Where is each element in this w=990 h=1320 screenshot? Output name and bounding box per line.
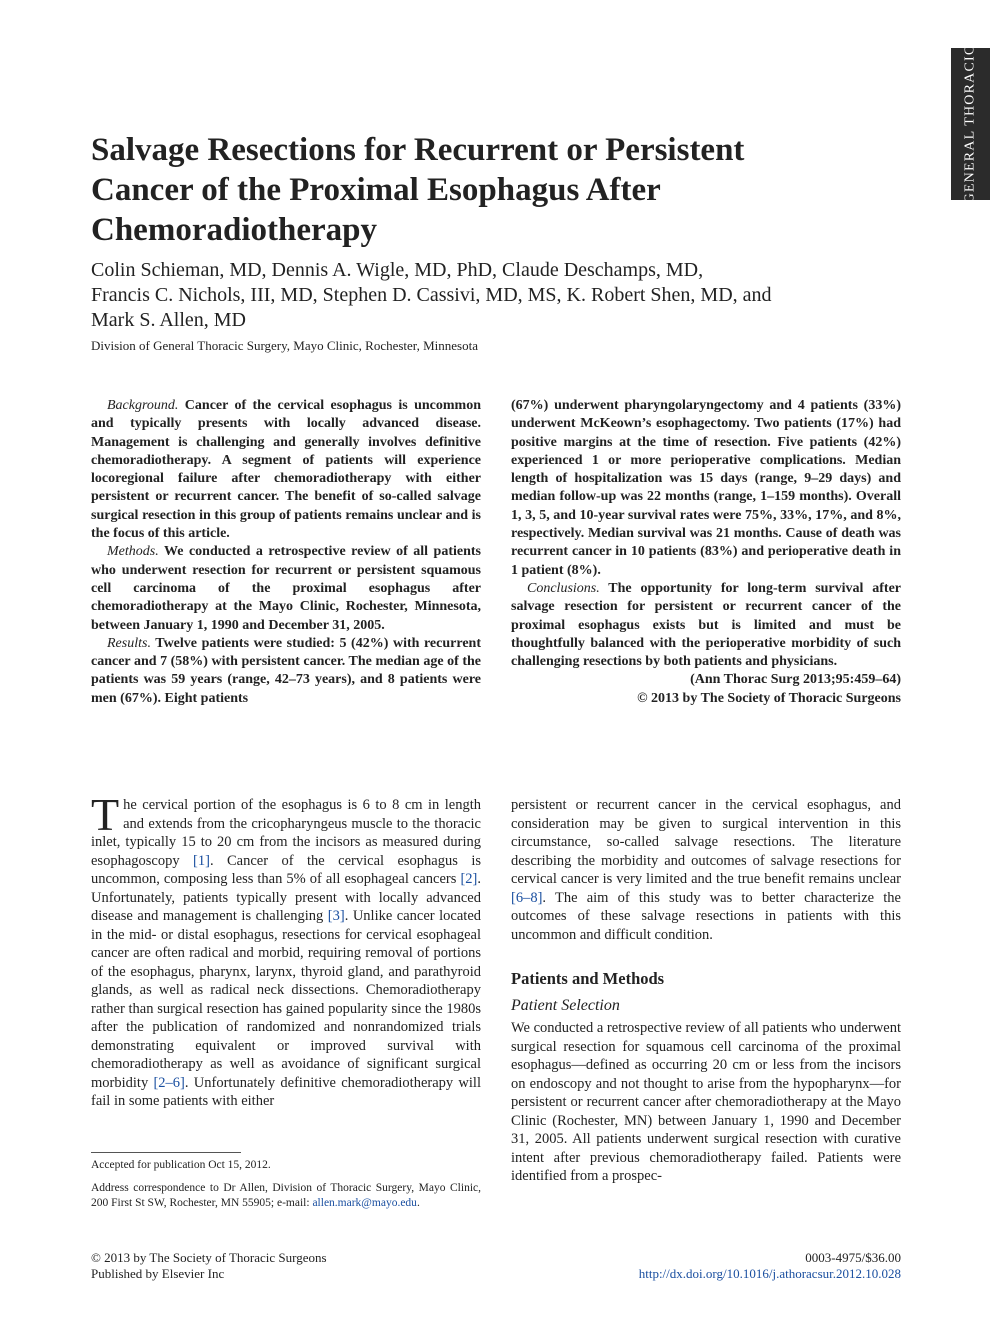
- intro-cont-text-b: . The aim of this study was to better characterize the outcomes of these salvage resections in patients with this uncommon and difficult condition.: [511, 889, 901, 943]
- drop-cap: T: [91, 789, 120, 840]
- methods-label: Methods.: [107, 544, 159, 560]
- author-list: [91, 258, 871, 333]
- section-heading: Patients and Methods: [511, 969, 665, 988]
- doi-link[interactable]: http://dx.doi.org/10.1016/j.athoracsur.2012.10.028: [638, 1266, 901, 1281]
- subsection-heading: Patient Selection: [511, 996, 620, 1014]
- intro-cont-text-a: persistent or recurrent cancer in the cervical esophagus, and consideration may be given to surgical intervention in this circumstance, so-called salvage resections. The literature describing the morbidity and outcomes of salvage resections for cervical cancer is very limited and the true benefit remains unclear: [511, 797, 901, 887]
- author-line-3: Mark S. Allen, MD: [91, 309, 246, 331]
- results-text-1: Twelve patients were studied: 5 (42%) with recurrent cancer and 7 (58%) with persistent cancer. The median age of the patients was 59 years (range, 42–73 years), and 8 patients were men (67%). Eight patients: [91, 635, 481, 706]
- ref-link-3[interactable]: [3]: [327, 908, 345, 924]
- methods-text: We conducted a retrospective review of all patients who underwent resection for recurrent or persistent squamous cell carcinoma of the proximal esophagus after chemoradiotherapy at the Mayo Clinic, Rochester, Minnesota, between January 1, 1990 and December 31, 2005.: [91, 544, 481, 633]
- email-link[interactable]: allen.mark@mayo.edu: [312, 1197, 417, 1209]
- abstract-results-cont: (67%) underwent pharyngolaryngectomy and 4 patients (33%) underwent McKeown’s esophagectomy. Two patients (17%) had positive margins at the time of resection. Five patients (42%) experienced 1 or more perioperative complications. Median length of hospitalization was 15 days (range, 9–29 days) and median follow-up was 22 months (range, 1–159 months). Overall 1, 3, 5, and 10-year survival rates were 75%, 33%, 17%, and 8%, respectively. Median survival was 21 months. Cause of death was recurrent cancer in 10 patients (83%) and perioperative death in 1 patient (8%).: [511, 398, 901, 578]
- ref-link-1[interactable]: [1]: [193, 852, 210, 869]
- section-tab: [951, 44, 990, 204]
- abstract-right-column: [511, 397, 901, 708]
- abstract-left-column: [91, 397, 481, 708]
- abstract-methods: [91, 543, 481, 634]
- footer-copyright: © 2013 by The Society of Thoracic Surgeons: [91, 1250, 327, 1265]
- intro-paragraph-cont: [511, 796, 901, 944]
- correspondence-text: Address correspondence to Dr Allen, Division of Thoracic Surgery, Mayo Clinic, 200 First St SW, Rochester, MN 55905; e-mail:: [91, 1182, 481, 1209]
- conclusions-label: Conclusions.: [527, 580, 600, 596]
- body-left-column: [91, 789, 481, 1111]
- footer-publisher: Published by Elsevier Inc: [91, 1266, 225, 1281]
- footnote-correspondence: [91, 1181, 481, 1211]
- article-title: Salvage Resections for Recurrent or Persistent Cancer of the Proximal Esophagus After Chemoradiotherapy: [91, 132, 745, 248]
- ref-link-2[interactable]: [2]: [460, 871, 478, 887]
- conclusions-text: The opportunity for long-term survival after salvage resection for persistent or recurrent cancer of the proximal esophagus exists but is limited and must be thoughtfully balanced with the perioperative morbidity of such challenging resections by both patients and physicians.: [511, 580, 901, 670]
- intro-paragraph: [91, 789, 481, 1111]
- intro-text-d: . Unlike cancer located in the mid- or distal esophagus, resections for cervical esophageal cancer are often radical and morbid, requiring removal of portions of the esophagus, pharynx, larynx, thyroid gland, and parathyroid glands, as well as radical neck dissections. Chemoradiotherapy rather than surgical resection has gained popularity since the 1980s after the publication of randomized and nonrandomized trials demonstrating equivalent or improved survival with chemoradiotherapy as well as avoidance of significant surgical morbidity: [91, 908, 481, 1091]
- abstract-copyright: © 2013 by The Society of Thoracic Surgeons: [637, 690, 901, 706]
- footnote-accepted: [91, 1158, 481, 1173]
- results-label: Results.: [107, 635, 151, 651]
- background-text: Cancer of the cervical esophagus is uncommon and typically presents with locally advanced disease. Management is challenging and generally involves definitive chemoradiotherapy. A segment of patients will experience locoregional failure after chemoradiotherapy with either persistent or recurrent cancer. The benefit of so-called salvage surgical resection in this group of patients remains unclear and is the focus of this article.: [91, 398, 481, 542]
- footer-issn: 0003-4975/$36.00: [805, 1250, 901, 1265]
- citation: (Ann Thorac Surg 2013;95:459–64): [690, 672, 901, 688]
- ref-link-5[interactable]: [6–8]: [511, 889, 543, 906]
- author-line-1: Colin Schieman, MD, Dennis A. Wigle, MD, PhD, Claude Deschamps, MD,: [91, 259, 704, 281]
- author-line-2: Francis C. Nichols, III, MD, Stephen D. Cassivi, MD, MS, K. Robert Shen, MD, and: [91, 284, 772, 306]
- intro-text-e: . Unfortunately definitive chemoradiotherapy will fail in some patients with either: [91, 1074, 481, 1109]
- section-tab-label: GENERAL THORACIC: [962, 44, 978, 204]
- background-label: Background.: [107, 398, 179, 413]
- body-right-column: [511, 796, 901, 1186]
- affiliation: Division of General Thoracic Surgery, Mayo Clinic, Rochester, Minnesota: [91, 338, 478, 353]
- accepted-date: Accepted for publication Oct 15, 2012.: [91, 1159, 271, 1171]
- correspondence-end: .: [416, 1197, 420, 1209]
- footer-left: [91, 1250, 327, 1282]
- intro-text-a: he cervical portion of the esophagus is 6 to 8 cm in length and extends from the cricopharyngeus muscle to the thoracic inlet, typically 15 to 20 cm from the incisors as measured during esophagoscopy: [91, 797, 481, 869]
- footer-right: [639, 1250, 901, 1282]
- ref-link-4[interactable]: [2–6]: [153, 1074, 185, 1091]
- methods-paragraph: We conducted a retrospective review of all patients who underwent surgical resection for squamous cell carcinoma of the proximal esophagus—defined as occurring 20 cm or less from the incisors on endoscopy and not thought to arise from the hypopharynx—for persistent or recurrent cancer after chemoradiotherapy at the Mayo Clinic (Rochester, MN) between January 1, 1990 and December 31, 2005. All patients underwent surgical resection with curative intent after previous chemoradiotherapy failed. Patients were identified from a prospec-: [511, 1020, 901, 1184]
- abstract-background: [91, 397, 481, 543]
- intro-text-c: . Unfortunately, patients typically present with locally advanced disease and management is challenging: [91, 871, 481, 924]
- intro-text-b: . Cancer of the cervical esophagus is uncommon, composing less than 5% of all esophageal cancers: [91, 852, 481, 887]
- abstract-conclusions: [511, 580, 901, 671]
- abstract-results: [91, 635, 481, 708]
- footnote-divider: [91, 1152, 241, 1153]
